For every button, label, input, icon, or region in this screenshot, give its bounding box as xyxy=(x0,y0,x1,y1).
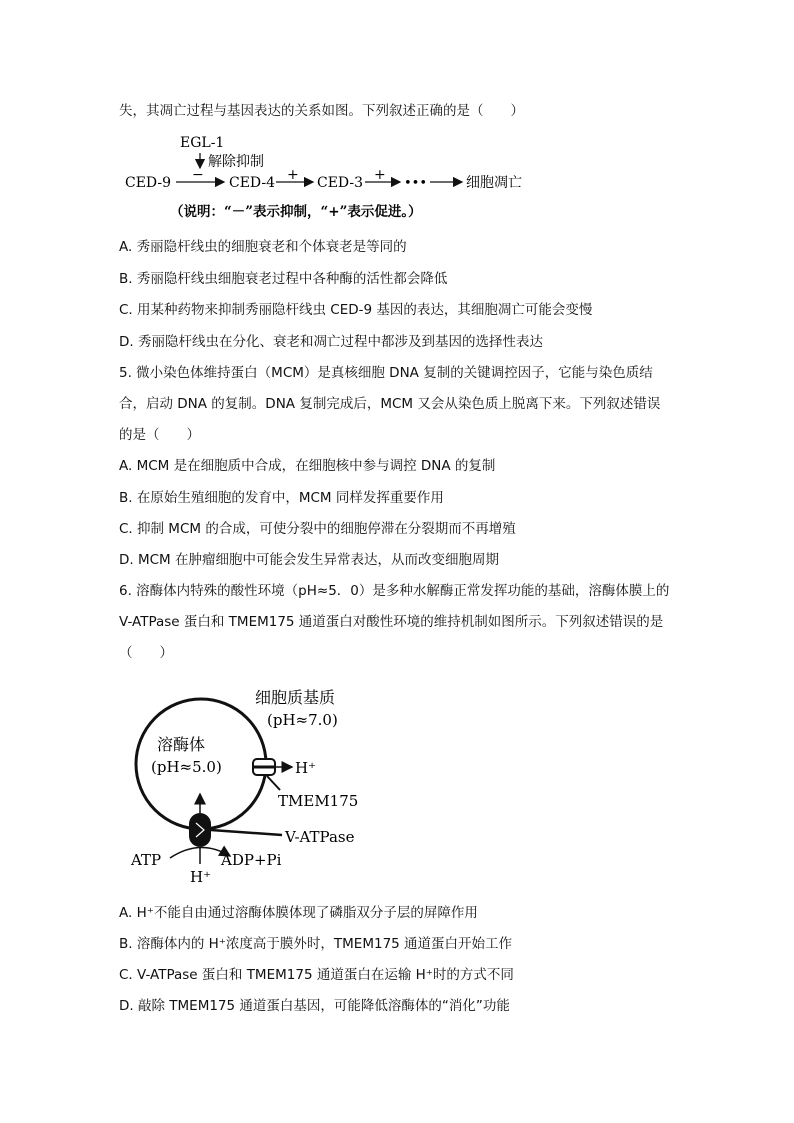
q6-option-d: D. 敲除 TMEM175 通道蛋白基因，可能降低溶酶体的“消化”功能 xyxy=(119,998,510,1014)
lysosome-diagram xyxy=(120,680,460,890)
cytosol-label: 细胞质基质 xyxy=(255,688,336,707)
ced9-label: CED-9 xyxy=(125,175,172,191)
h-ion-out-label: H⁺ xyxy=(295,759,316,777)
ellipsis-dots: ••• xyxy=(404,176,428,191)
q4-stem-tail: 失，其凋亡过程与基因表达的关系如图。下列叙述正确的是（ ） xyxy=(119,103,524,119)
adp-pi-label: ADP+Pi xyxy=(221,851,282,869)
lysosome-label: 溶酶体 xyxy=(157,735,206,754)
inhibit-sign: − xyxy=(192,167,204,183)
q6-stem-line-1: 6. 溶酶体内特殊的酸性环境（pH≈5．0）是多种水解酶正常发挥功能的基础，溶酶体膜上的 xyxy=(119,583,670,599)
promote-sign-2: + xyxy=(374,167,386,183)
cytosol-ph-label: (pH≈7.0) xyxy=(267,711,338,729)
q5-stem-line-1: 5. 微小染色体维持蛋白（MCM）是真核细胞 DNA 复制的关键调控因子，它能与染色质结 xyxy=(119,365,653,381)
tmem175-label: TMEM175 xyxy=(278,792,359,810)
ced3-label: CED-3 xyxy=(317,175,364,191)
q4-option-b: B. 秀丽隐杆线虫细胞衰老过程中各种酶的活性都会降低 xyxy=(119,271,448,287)
release-inhibition-label: 解除抑制 xyxy=(208,154,264,170)
q6-stem-line-2: V-ATPase 蛋白和 TMEM175 通道蛋白对酸性环境的维持机制如图所示。下列叙述错误的是 xyxy=(119,614,664,630)
q5-option-a: A. MCM 是在细胞质中合成，在细胞核中参与调控 DNA 的复制 xyxy=(119,458,496,474)
q5-stem-line-2: 合，启动 DNA 的复制。DNA 复制完成后，MCM 又会从染色质上脱离下来。下列叙述错误 xyxy=(119,396,661,412)
egl1-label: EGL-1 xyxy=(180,135,225,151)
q6-option-c: C. V-ATPase 蛋白和 TMEM175 通道蛋白在运输 H⁺时的方式不同 xyxy=(119,967,514,983)
q5-stem-line-3: 的是（ ） xyxy=(119,427,200,443)
q5-option-d: D. MCM 在肿瘤细胞中可能会发生异常表达，从而改变细胞周期 xyxy=(119,552,499,568)
h-ion-in-label: H⁺ xyxy=(190,868,211,886)
ced4-label: CED-4 xyxy=(229,175,276,191)
q4-option-c: C. 用某种药物来抑制秀丽隐杆线虫 CED-9 基因的表达，其细胞凋亡可能会变慢 xyxy=(119,302,593,318)
q4-option-a: A. 秀丽隐杆线虫的细胞衰老和个体衰老是等同的 xyxy=(119,239,407,255)
lysosome-ph-label: (pH≈5.0) xyxy=(151,758,222,776)
promote-sign-1: + xyxy=(287,167,299,183)
q6-stem-line-3: （ ） xyxy=(119,645,173,661)
v-atpase-pump xyxy=(189,813,211,847)
q6-option-b: B. 溶酶体内的 H⁺浓度高于膜外时，TMEM175 通道蛋白开始工作 xyxy=(119,936,513,952)
tmem175-pointer xyxy=(267,776,280,790)
q5-option-c: C. 抑制 MCM 的合成，可使分裂中的细胞停滞在分裂期而不再增殖 xyxy=(119,521,516,537)
q6-option-a: A. H⁺不能自由通过溶酶体膜体现了磷脂双分子层的屏障作用 xyxy=(119,905,478,921)
v-atpase-pointer xyxy=(211,830,282,835)
apoptosis-pathway-diagram xyxy=(110,130,670,220)
atp-label: ATP xyxy=(131,851,162,869)
diagram-note: （说明：“－”表示抑制，“+”表示促进。） xyxy=(170,204,422,220)
q5-option-b: B. 在原始生殖细胞的发育中，MCM 同样发挥重要作用 xyxy=(119,490,444,506)
v-atpase-label: V-ATPase xyxy=(285,828,355,846)
q4-option-d: D. 秀丽隐杆线虫在分化、衰老和凋亡过程中都涉及到基因的选择性表达 xyxy=(119,334,543,350)
apoptosis-label: 细胞凋亡 xyxy=(466,175,522,191)
